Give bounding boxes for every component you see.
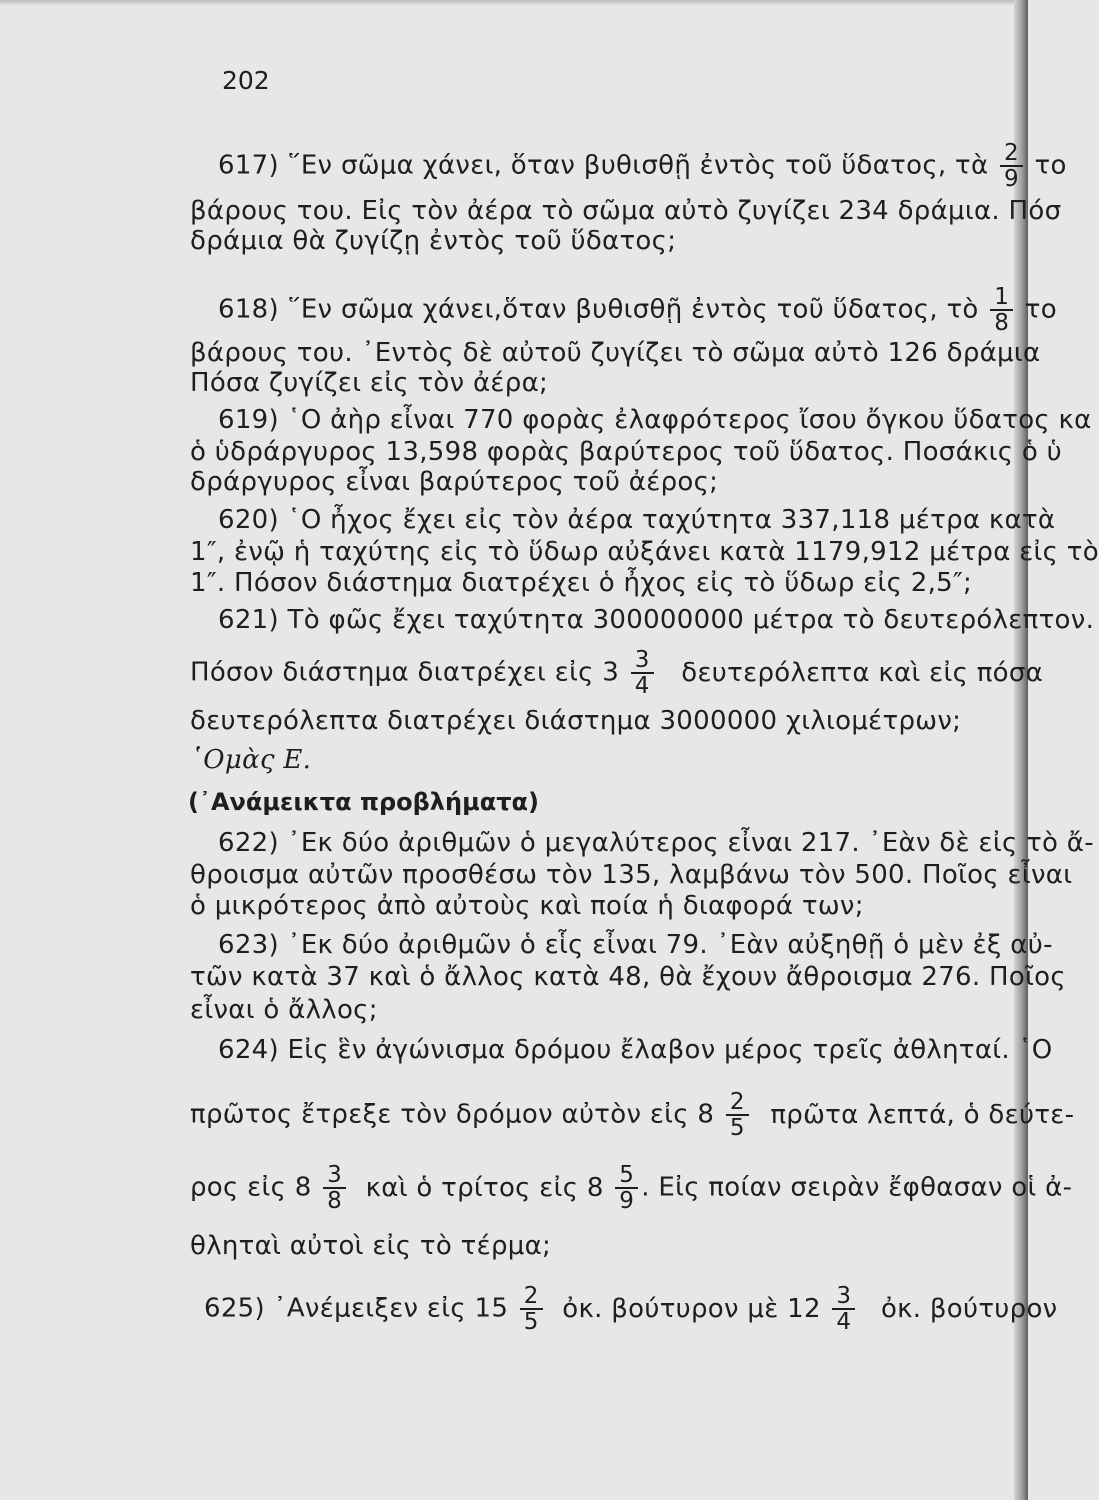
problem-622-line-3: ὁ μικρότερος ἀπὸ αὐτοὺς καὶ ποία ἡ διαφορά των; xyxy=(190,891,864,921)
problem-621-line-2 xyxy=(190,648,1043,698)
problem-620-line-3: 1″. Πόσον διάστημα διατρέχει ὁ ἦχος εἰς τὸ ὕδωρ εἰς 2,5″; xyxy=(190,568,973,598)
section-heading: (᾿Ανάμεικτα προβλήματα) xyxy=(188,788,539,816)
denominator: 5 xyxy=(520,1308,543,1334)
problem-624-line-1: 624) Εἰς ἓν ἀγώνισμα δρόμου ἔλαβον μέρος τρεῖς ἀθληταί. ῾Ο xyxy=(218,1035,1053,1065)
fraction xyxy=(726,1090,749,1140)
text: πρῶτος ἔτρεξε τὸν δρόμον αὐτὸν εἰς 8 xyxy=(190,1099,715,1130)
text: 617) ῞Εν σῶμα χάνει, ὅταν βυθισθῇ ἐντὸς τοῦ ὕδατος, τὰ xyxy=(218,150,989,181)
page-top-edge xyxy=(0,0,1028,6)
text: . Εἰς ποίαν σειρὰν ἔφθασαν οἱ ἀ- xyxy=(641,1172,1073,1203)
numerator: 5 xyxy=(619,1162,635,1188)
numerator: 3 xyxy=(634,647,650,673)
problem-623-line-1: 623) ᾿Εκ δύο ἀριθμῶν ὁ εἷς εἶναι 79. ᾿Εὰν αὐξηθῇ ὁ μὲν ἐξ αὐ- xyxy=(218,930,1053,960)
problem-617-line-1 xyxy=(218,141,1067,191)
problem-617-line-2: βάρους του. Εἰς τὸν ἀέρα τὸ σῶμα αὐτὸ ζυγίζει 234 δράμια. Πόσ xyxy=(190,196,1062,226)
fraction xyxy=(615,1163,638,1213)
fraction xyxy=(520,1284,543,1334)
problem-620-line-1: 620) ῾Ο ἦχος ἔχει εἰς τὸν ἀέρα ταχύτητα 337,118 μέτρα κατὰ xyxy=(218,505,1056,535)
fraction xyxy=(631,648,654,698)
problem-619-line-3: δράργυρος εἶναι βαρύτερος τοῦ ἀέρος; xyxy=(190,467,719,497)
numerator: 2 xyxy=(523,1283,539,1309)
denominator: 4 xyxy=(832,1308,855,1334)
problem-622-line-1: 622) ᾿Εκ δύο ἀριθμῶν ὁ μεγαλύτερος εἶναι 217. ᾿Εὰν δὲ εἰς τὸ ἄ- xyxy=(218,828,1094,858)
numerator: 3 xyxy=(836,1283,852,1309)
denominator: 9 xyxy=(1000,165,1023,191)
problem-624-line-4: θληταὶ αὐτοὶ εἰς τὸ τέρμα; xyxy=(190,1231,552,1261)
numerator: 2 xyxy=(729,1089,745,1115)
problem-619-line-1: 619) ῾Ο ἀὴρ εἶναι 770 φορὰς ἐλαφρότερος ἴσου ὄγκου ὕδατος κα xyxy=(218,405,1092,435)
text: πρῶτα λεπτά, ὁ δεύτε- xyxy=(770,1099,1075,1130)
denominator: 8 xyxy=(990,309,1013,335)
numerator: 3 xyxy=(327,1162,343,1188)
problem-618-line-1 xyxy=(218,285,1057,335)
text: Πόσον διάστημα διατρέχει εἰς 3 xyxy=(190,657,620,688)
fraction xyxy=(1000,141,1023,191)
problem-625-line-1 xyxy=(204,1284,1057,1334)
numerator: 1 xyxy=(994,284,1010,310)
denominator: 9 xyxy=(615,1187,638,1213)
problem-624-line-3 xyxy=(190,1163,1072,1213)
problem-623-line-3: εἶναι ὁ ἄλλος; xyxy=(190,995,378,1025)
fraction xyxy=(832,1284,855,1334)
text: ὀκ. βούτυρον μὲ 12 xyxy=(562,1293,821,1324)
numerator: 2 xyxy=(1004,140,1019,166)
text: 618) ῞Εν σῶμα χάνει,ὅταν βυθισθῇ ἐντὸς τοῦ ὕδατος, τὸ xyxy=(218,294,979,325)
problem-622-line-2: θροισμα αὐτῶν προσθέσω τὸν 135, λαμβάνω τὸν 500. Ποῖος εἶναι xyxy=(190,860,1073,890)
problem-623-line-2: τῶν κατὰ 37 καὶ ὁ ἄλλος κατὰ 48, θὰ ἔχουν ἄθροισμα 276. Ποῖος xyxy=(190,962,1066,992)
problem-618-line-2: βάρους του. ᾿Εντὸς δὲ αὐτοῦ ζυγίζει τὸ σῶμα αὐτὸ 126 δράμια xyxy=(190,338,1041,368)
text: καὶ ὁ τρίτος εἰς 8 xyxy=(365,1172,604,1203)
text: 625) ᾿Ανέμειξεν εἰς 15 xyxy=(204,1293,509,1324)
denominator: 5 xyxy=(726,1114,749,1140)
problem-624-line-2 xyxy=(190,1090,1074,1140)
denominator: 8 xyxy=(323,1187,346,1213)
group-label: ῾Ομὰς Ε. xyxy=(190,745,312,775)
text: ὀκ. βούτυρον xyxy=(880,1293,1058,1324)
text: δευτερόλεπτα καὶ εἰς πόσα xyxy=(681,657,1044,688)
problem-617-line-3: δράμια θὰ ζυγίζῃ ἐντὸς τοῦ ὕδατος; xyxy=(190,226,677,256)
problem-620-line-2: 1″, ἐνῷ ἡ ταχύτης εἰς τὸ ὕδωρ αὐξάνει κατὰ 1179,912 μέτρα εἰς τὸ xyxy=(190,537,1099,567)
fraction xyxy=(323,1163,346,1213)
text: το xyxy=(1024,294,1057,325)
denominator: 4 xyxy=(631,672,654,698)
problem-618-line-3: Πόσα ζυγίζει εἰς τὸν ἀέρα; xyxy=(190,368,549,398)
problem-619-line-2: ὁ ὑδράργυρος 13,598 φορὰς βαρύτερος τοῦ ὕδατος. Ποσάκις ὁ ὑ xyxy=(190,437,1062,467)
fraction xyxy=(990,285,1013,335)
text: ρος εἰς 8 xyxy=(190,1172,312,1203)
problem-621-line-1: 621) Τὸ φῶς ἔχει ταχύτητα 300000000 μέτρα τὸ δευτερόλεπτον. xyxy=(218,605,1095,635)
text: το xyxy=(1034,150,1067,181)
problem-621-line-3: δευτερόλεπτα διατρέχει διάστημα 3000000 χιλιομέτρων; xyxy=(190,706,962,736)
page-number: 202 xyxy=(222,66,270,95)
